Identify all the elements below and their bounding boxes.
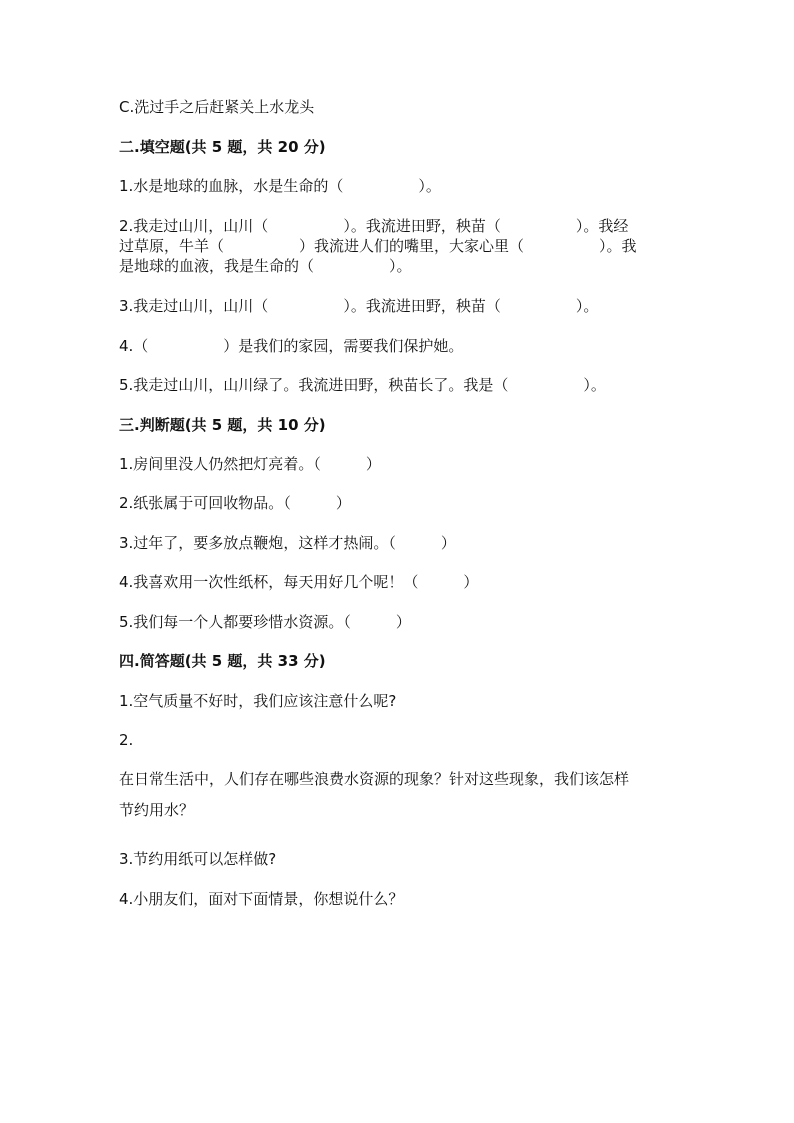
answer-question-3: 3.节约用纸可以怎样做? (119, 850, 277, 868)
fill-question-2-line-1: 2.我走过山川，山川（ ）。我流进田野，秧苗（ ）。我经 (119, 217, 629, 235)
fill-question-4: 4.（ ）是我们的家园，需要我们保护她。 (119, 337, 464, 355)
fill-question-1: 1.水是地球的血脉，水是生命的（ ）。 (119, 177, 441, 195)
judge-question-1: 1.房间里没人仍然把灯亮着。（ ） (119, 455, 381, 473)
answer-question-2-line-2: 节约用水？ (119, 801, 195, 819)
answer-question-2-line-1: 在日常生活中，人们存在哪些浪费水资源的现象？针对这些现象，我们该怎样 (119, 770, 630, 788)
answer-question-4: 4.小朋友们，面对下面情景，你想说什么？ (119, 890, 404, 908)
section-heading-true-false: 三.判断题(共 5 题，共 10 分) (119, 416, 326, 434)
answer-question-1: 1.空气质量不好时，我们应该注意什么呢? (119, 692, 397, 710)
answer-question-2-number: 2. (119, 731, 134, 749)
judge-question-5: 5.我们每一个人都要珍惜水资源。（ ） (119, 613, 411, 631)
judge-question-2: 2.纸张属于可回收物品。（ ） (119, 494, 351, 512)
fill-question-2-line-3: 是地球的血液，我是生命的（ ）。 (119, 257, 412, 275)
judge-question-4: 4.我喜欢用一次性纸杯，每天用好几个呢！（ ） (119, 573, 479, 591)
fill-question-5: 5.我走过山川，山川绿了。我流进田野，秧苗长了。我是（ ）。 (119, 376, 606, 394)
choice-option-c: C.洗过手之后赶紧关上水龙头 (119, 98, 315, 116)
section-heading-fill-in: 二.填空题(共 5 题，共 20 分) (119, 138, 326, 156)
fill-question-2-line-2: 过草原，牛羊（ ）我流进人们的嘴里，大家心里（ ）。我 (119, 237, 637, 255)
judge-question-3: 3.过年了，要多放点鞭炮，这样才热闹。（ ） (119, 534, 456, 552)
fill-question-3: 3.我走过山川，山川（ ）。我流进田野，秧苗（ ）。 (119, 297, 599, 315)
section-heading-short-answer: 四.简答题(共 5 题，共 33 分) (119, 652, 326, 670)
